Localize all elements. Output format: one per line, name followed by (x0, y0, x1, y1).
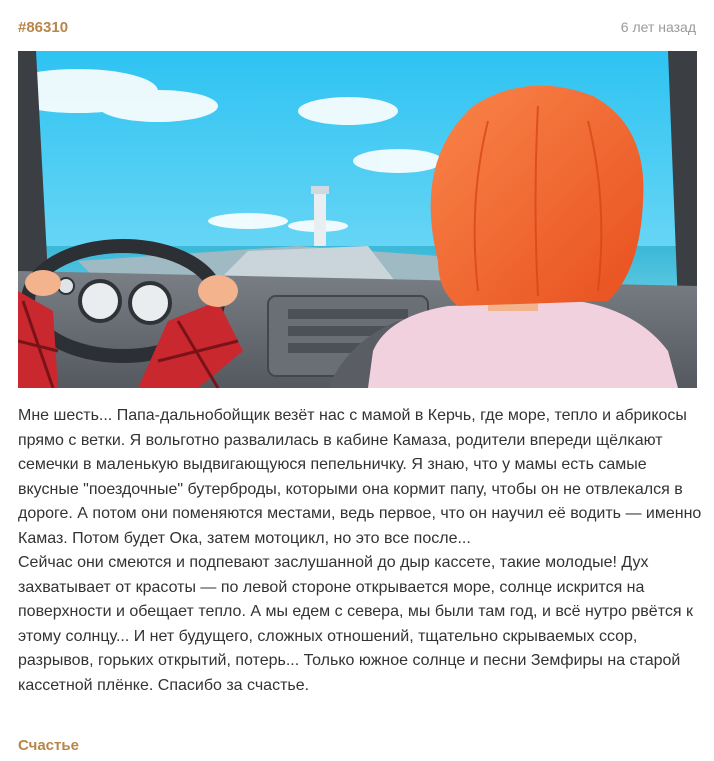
post-illustration (18, 51, 697, 388)
story-paragraph-1: Мне шесть... Папа-дальнобойщик везёт нас с мамой в Керчь, где море, тепло и абрикосы прямо с ветки. Я вольготно развалилась в кабине Камаза, родители впереди щёлкают семечки в маленькую выдвигающуюся пепельничку. Я знаю, что у мамы есть самые вкусные "поездочные" бутерброды, которыми она кормит папу, чтобы он не отвлекался в дороге. А потом они поменяются местами, ведь первое, что он научил её водить — именно Камаз. Потом будет Ока, затем мотоцикл, но это все после... (18, 407, 702, 547)
post-id-link[interactable]: #86310 (18, 18, 69, 36)
post-story-text (18, 404, 702, 698)
post-timestamp: 6 лет назад (620, 19, 696, 35)
story-paragraph-2: Сейчас они смеются и подпевают заслушанной до дыр кассете, такие молодые! Дух захватывает от красоты — по левой стороне открывается море, солнце искрится на поверхности и обещает тепло. А мы едем с севера, мы были там год, и всё нутро рвётся к этому солнцу... И нет будущего, сложных отношений, тщательно скрываемых ссор, разрывов, горьких открытий, потерь... Только южное солнце и песни Земфиры на старой кассетной плёнке. Спасибо за счастье. (18, 554, 693, 694)
tag-link-happiness[interactable]: Счастье (18, 737, 79, 754)
post-meta (18, 16, 696, 38)
